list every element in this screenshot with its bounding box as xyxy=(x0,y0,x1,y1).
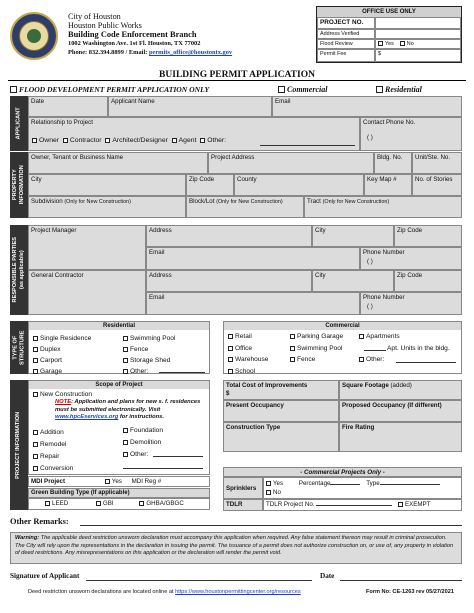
res-pool-checkbox[interactable] xyxy=(123,336,128,341)
scope-box xyxy=(28,380,210,475)
res-fence-label: Fence xyxy=(130,346,149,353)
construction-type-label: Construction Type xyxy=(226,424,281,431)
applicant-email-label: Email xyxy=(275,98,291,105)
duplex-checkbox[interactable] xyxy=(33,347,38,352)
commercial-only-header: - Commercial Projects Only - xyxy=(223,467,462,477)
date-label: Date xyxy=(31,98,45,105)
mdi-yes-label: Yes xyxy=(111,478,122,485)
garage-label: Garage xyxy=(40,368,62,375)
present-occupancy-field[interactable] xyxy=(223,400,339,422)
applicant-name-field[interactable] xyxy=(108,96,272,117)
contractor-checkbox[interactable] xyxy=(63,138,68,143)
tdlr-project-label: TDLR Project No. xyxy=(266,501,315,508)
total-cost-dollar: $ xyxy=(226,390,230,398)
gc-phone-paren: ( ) xyxy=(367,303,373,311)
school-checkbox[interactable] xyxy=(228,369,233,374)
permit-fee-label: Permit Fee xyxy=(317,49,375,62)
address-verified-field[interactable] xyxy=(375,29,461,39)
keymap-label: Key Map # xyxy=(367,176,397,183)
agent-checkbox[interactable] xyxy=(172,138,177,143)
date-signature-line[interactable] xyxy=(340,580,462,581)
owner-checkbox[interactable] xyxy=(32,138,37,143)
project-address-field[interactable] xyxy=(208,152,374,174)
other-remarks-line[interactable] xyxy=(80,525,462,526)
unit-no-field[interactable] xyxy=(412,152,462,174)
zip-label: Zip Code xyxy=(189,176,215,183)
scope-other-line[interactable] xyxy=(153,456,203,457)
permit-fee-field[interactable]: $ xyxy=(375,49,461,62)
flood-no-label: No xyxy=(406,41,414,47)
keymap-field[interactable] xyxy=(364,174,412,196)
blocklot-note: (Only for New Construction) xyxy=(216,199,283,205)
foundation-label: Foundation xyxy=(130,427,163,434)
date-signature-label: Date xyxy=(320,572,335,580)
com-pool-checkbox[interactable] xyxy=(290,346,295,351)
carport-label: Carport xyxy=(40,357,62,364)
phone-label: Phone: 832.394.8899 / Email: xyxy=(68,49,149,56)
pm-phone-label: Phone Number xyxy=(363,249,405,256)
office-use-box xyxy=(316,6,462,63)
gc-city-label: City xyxy=(315,272,326,279)
sprinklers-no-checkbox[interactable] xyxy=(266,490,271,495)
zip-field[interactable] xyxy=(186,174,234,196)
pm-address-field[interactable] xyxy=(146,225,312,247)
carport-checkbox[interactable] xyxy=(33,358,38,363)
scope-other-label: Other: xyxy=(130,451,149,458)
gc-city-field[interactable] xyxy=(312,270,394,292)
architect-checkbox[interactable] xyxy=(105,138,110,143)
gc-address-field[interactable] xyxy=(146,270,312,292)
commercial-structure-header: Commercial xyxy=(224,322,461,330)
architect-label: Architect/Designer xyxy=(112,137,168,144)
com-pool-label: Swimming Pool xyxy=(297,344,343,352)
email-field[interactable] xyxy=(272,96,462,117)
date-field[interactable] xyxy=(28,96,108,117)
scope-other-line-2[interactable] xyxy=(123,468,203,469)
gc-email-label: Email xyxy=(149,294,165,301)
duplex-label: Duplex xyxy=(40,346,61,353)
property-section-label: PROPERTY INFORMATION xyxy=(10,152,28,218)
project-no-field[interactable] xyxy=(375,17,461,29)
office-address: 1002 Washington Ave. 1st Fl. Houston, TX 77002 xyxy=(68,40,201,47)
stories-field[interactable] xyxy=(412,174,462,196)
warning-text: The applicable deed restriction unsworn declaration must accompany this application when required. Any false statement thereon may result in criminal prosecution. The City will rely upon the representations in the declaration in issuing the permit. The issuance of a permit does not authorize construction on, or use of, any property in violation of deed restrictions. Any misrepresentations on this application or the declaration will render the permit void. xyxy=(15,535,454,557)
sprinkler-type-label: Type xyxy=(366,480,380,487)
new-construction-checkbox[interactable] xyxy=(33,392,38,397)
proposed-occupancy-field[interactable] xyxy=(339,400,462,422)
tdlr-project-line[interactable] xyxy=(316,505,392,506)
footer-text: Deed restriction unsworn declarations are located online at xyxy=(28,589,176,595)
office-label: Office xyxy=(235,344,253,352)
applicant-name-label: Applicant Name xyxy=(111,98,155,105)
mdi-label: MDI Project xyxy=(31,478,66,485)
residential-label: Residential xyxy=(385,85,422,94)
ghba-label: GHBA/GBGC xyxy=(146,500,184,507)
exempt-label: EXEMPT xyxy=(404,501,431,508)
gc-zip-label: Zip Code xyxy=(397,272,423,279)
form-number: Form No: CE-1263 rev 05/27/2021 xyxy=(366,589,454,595)
gc-zip-field[interactable] xyxy=(394,270,462,292)
eservices-link[interactable]: www.hpcEservices.org xyxy=(55,414,119,420)
signature-line[interactable] xyxy=(86,580,312,581)
square-footage-label: Square Footage xyxy=(342,382,389,389)
com-other-line[interactable] xyxy=(396,362,456,363)
project-section-label: PROJECT INFORMATION xyxy=(10,380,28,510)
city-name: City of Houston xyxy=(68,12,121,21)
other-line[interactable] xyxy=(260,145,355,146)
fire-rating-label: Fire Rating xyxy=(342,424,375,431)
blocklot-label: Block/Lot xyxy=(189,198,215,205)
pm-phone-field[interactable] xyxy=(360,247,462,270)
sprinklers-yes-checkbox[interactable] xyxy=(266,481,271,486)
leed-label: LEED xyxy=(52,500,69,507)
warehouse-label: Warehouse xyxy=(235,356,269,363)
conversion-label: Conversion xyxy=(40,465,74,472)
email-link[interactable]: permits_office@houstontx.gov xyxy=(148,49,233,56)
city-field[interactable] xyxy=(28,174,186,196)
flood-review-label: Flood Review xyxy=(317,39,375,49)
project-no-label: PROJECT NO. xyxy=(317,17,375,29)
subdivision-field[interactable] xyxy=(28,196,186,218)
apartments-checkbox[interactable] xyxy=(359,334,364,339)
bldg-no-label: Bldg. No. xyxy=(377,154,403,161)
residential-checkbox[interactable] xyxy=(376,86,383,93)
general-contractor-field[interactable] xyxy=(28,270,146,315)
dept-name: Houston Public Works xyxy=(68,21,142,30)
new-construction-note: NOTE: Application and plans for new s. f. residences must be submitted electronically. Visit www.hpcEservices.org for instructions. xyxy=(55,399,201,420)
gbi-checkbox[interactable] xyxy=(96,501,101,506)
demolition-label: Demolition xyxy=(130,439,162,446)
tdlr-label: TDLR xyxy=(223,499,263,511)
signature-label: Signature of Applicant xyxy=(10,572,80,580)
pm-address-label: Address xyxy=(149,227,172,234)
commercial-structure-box xyxy=(223,321,462,374)
square-footage-added: (added) xyxy=(390,382,412,389)
res-other-line[interactable] xyxy=(159,372,205,373)
apt-units-line[interactable] xyxy=(364,350,386,351)
flood-only-label: FLOOD DEVELOPMENT PERMIT APPLICATION ONLY xyxy=(19,85,210,94)
apt-units-label: Apt. Units in the bldg. xyxy=(387,344,450,352)
present-occupancy-label: Present Occupancy xyxy=(226,402,284,409)
contact-phone-field[interactable] xyxy=(360,117,462,151)
res-other-checkbox[interactable] xyxy=(123,369,128,374)
fire-rating-field[interactable] xyxy=(339,422,462,452)
subdivision-label: Subdivision xyxy=(31,198,63,205)
gc-email-field[interactable] xyxy=(146,292,360,315)
pm-city-field[interactable] xyxy=(312,225,394,247)
total-cost-field[interactable] xyxy=(223,380,339,400)
res-fence-checkbox[interactable] xyxy=(123,347,128,352)
commercial-checkbox[interactable] xyxy=(278,86,285,93)
contact-phone-paren: ( ) xyxy=(367,134,373,142)
construction-type-field[interactable] xyxy=(223,422,339,452)
storage-shed-label: Storage Shed xyxy=(130,357,171,364)
foundation-checkbox[interactable] xyxy=(123,428,128,433)
green-building-header: Green Building Type (If applicable) xyxy=(28,488,210,498)
flood-yes-checkbox[interactable] xyxy=(378,41,383,46)
sprinklers-yes-label: Yes xyxy=(273,480,284,487)
pm-email-label: Email xyxy=(149,249,165,256)
res-other-label: Other: xyxy=(130,368,149,375)
other-remarks-label: Other Remarks: xyxy=(10,517,69,526)
com-other-checkbox[interactable] xyxy=(359,357,364,362)
flood-no-checkbox[interactable] xyxy=(400,41,405,46)
com-fence-checkbox[interactable] xyxy=(290,357,295,362)
contact-phone-label: Contact Phone No. xyxy=(363,119,416,126)
school-label: School xyxy=(235,367,256,375)
city-seal-logo xyxy=(10,12,58,60)
single-residence-label: Single Residence xyxy=(40,335,92,342)
city-label: City xyxy=(31,176,42,183)
applicant-section-label: APPLICANT xyxy=(10,96,28,151)
pm-email-field[interactable] xyxy=(146,247,360,270)
warning-label: Warning: xyxy=(15,535,40,541)
project-address-label: Project Address xyxy=(211,154,255,161)
relationship-label: Relationship to Project xyxy=(31,119,93,126)
contractor-label: Contractor xyxy=(69,137,102,144)
project-manager-label: Project Manager xyxy=(31,227,77,234)
other-label: Other: xyxy=(207,137,227,144)
form-title: BUILDING PERMIT APPLICATION xyxy=(159,70,315,80)
exempt-checkbox[interactable] xyxy=(398,502,403,507)
garage-checkbox[interactable] xyxy=(33,369,38,374)
project-manager-field[interactable] xyxy=(28,225,146,270)
total-cost-label: Total Cost of Improvements xyxy=(226,382,308,389)
addition-label: Addition xyxy=(40,429,64,436)
flood-only-checkbox[interactable] xyxy=(10,86,17,93)
pm-zip-field[interactable] xyxy=(394,225,462,247)
retail-label: Retail xyxy=(235,333,252,340)
sprinklers-no-label: No xyxy=(273,489,281,496)
square-footage-field[interactable] xyxy=(339,380,462,400)
gc-address-label: Address xyxy=(149,272,172,279)
address-verified-label: Address Verified xyxy=(317,29,375,39)
addition-checkbox[interactable] xyxy=(33,430,38,435)
tract-note: (Only for New Construction) xyxy=(322,199,390,205)
flood-yes-label: Yes xyxy=(385,41,394,47)
owner-name-field[interactable] xyxy=(28,152,208,174)
pm-zip-label: Zip Code xyxy=(397,227,423,234)
owner-label: Owner xyxy=(39,137,60,144)
leed-checkbox[interactable] xyxy=(45,501,50,506)
parties-section-label: RESPONSIBLE PARTIES (as applicable) xyxy=(10,225,28,315)
branch-name: Building Code Enforcement Branch xyxy=(68,30,197,39)
warning-box xyxy=(10,532,462,564)
sprinkler-type-line[interactable] xyxy=(380,484,440,485)
gc-phone-label: Phone Number xyxy=(363,294,405,301)
residential-structure-box xyxy=(28,321,210,374)
pm-city-label: City xyxy=(315,227,326,234)
com-other-label: Other: xyxy=(366,356,385,363)
ghba-checkbox[interactable] xyxy=(139,501,144,506)
apartments-label: Apartments xyxy=(366,333,400,340)
warehouse-checkbox[interactable] xyxy=(228,357,233,362)
office-use-title: OFFICE USE ONLY xyxy=(317,7,461,17)
gbi-label: GBI xyxy=(102,500,114,507)
demolition-checkbox[interactable] xyxy=(123,440,128,445)
new-construction-label: New Construction xyxy=(40,391,93,398)
stories-label: No. of Stories xyxy=(415,176,453,183)
parking-garage-checkbox[interactable] xyxy=(290,334,295,339)
owner-name-label: Owner, Tenant or Business Name xyxy=(31,154,124,161)
office-checkbox[interactable] xyxy=(228,346,233,351)
agent-label: Agent xyxy=(178,137,197,144)
mdi-row xyxy=(28,476,210,487)
percentage-label: Percentage xyxy=(298,480,331,487)
footer-link[interactable]: https://www.houstonpermittingcenter.org/resources xyxy=(175,589,301,595)
percentage-line[interactable] xyxy=(330,484,360,485)
conversion-checkbox[interactable] xyxy=(33,466,38,471)
parking-garage-label: Parking Garage xyxy=(297,333,344,340)
com-fence-label: Fence xyxy=(297,356,316,363)
tract-field[interactable] xyxy=(304,196,462,218)
single-residence-checkbox[interactable] xyxy=(33,336,38,341)
scope-header: Scope of Project xyxy=(29,381,209,389)
commercial-label: Commercial xyxy=(287,85,328,94)
general-contractor-label: General Contractor xyxy=(31,272,84,279)
sprinklers-label: Sprinklers xyxy=(223,477,263,499)
repair-label: Repair xyxy=(40,453,60,460)
gc-phone-field[interactable] xyxy=(360,292,462,315)
subdivision-note: (Only for New Construction) xyxy=(64,199,131,205)
mdi-reg-label: MDI Reg # xyxy=(131,478,162,485)
county-field[interactable] xyxy=(234,174,364,196)
remodel-label: Remodel xyxy=(40,441,67,448)
tract-label: Tract xyxy=(307,198,321,205)
proposed-occupancy-label: Proposed Occupancy (If different) xyxy=(342,402,442,409)
pm-phone-paren: ( ) xyxy=(367,258,373,266)
county-label: County xyxy=(237,176,257,183)
other-checkbox[interactable] xyxy=(200,138,205,143)
res-pool-label: Swimming Pool xyxy=(130,335,176,342)
repair-checkbox[interactable] xyxy=(33,454,38,459)
structure-section-label: TYPE OF STRUCTURE xyxy=(10,321,28,374)
unit-no-label: Unit/Ste. No. xyxy=(415,154,451,161)
mdi-yes-checkbox[interactable] xyxy=(105,479,110,484)
retail-checkbox[interactable] xyxy=(228,334,233,339)
residential-structure-header: Residential xyxy=(29,322,209,330)
storage-shed-checkbox[interactable] xyxy=(123,358,128,363)
bldg-no-field[interactable] xyxy=(374,152,412,174)
scope-other-checkbox[interactable] xyxy=(123,452,128,457)
remodel-checkbox[interactable] xyxy=(33,442,38,447)
blocklot-field[interactable] xyxy=(186,196,304,218)
